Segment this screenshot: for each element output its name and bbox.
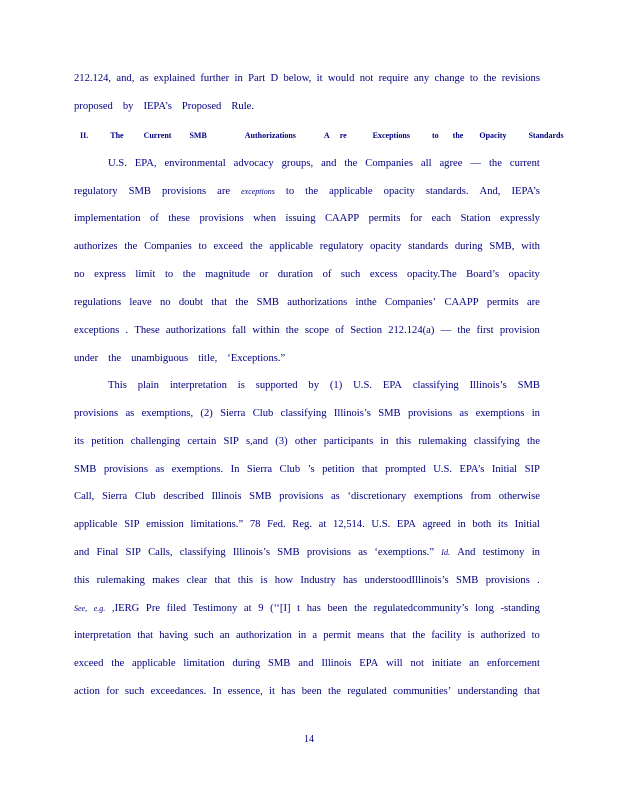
text-line: 212.124, and, as explained further in Part D below, it would not require any change to the revisions [74, 73, 540, 84]
text-line: exceptions . These authorizations fall within the scope of Section 212.124(a) — the first provision [74, 325, 540, 336]
text-line: regulatory SMB provisions are exceptions to the applicable opacity standards. And, IEPA’s [74, 186, 540, 197]
text-line: interpretation that having such an authorization in a permit means that the facility is authorized to [74, 630, 540, 641]
text-line: exceed the applicable limitation during SMB and Illinois EPA will not initiate an enforcement [74, 658, 540, 669]
text-line: See, e.g. ,IERG Pre filed Testimony at 9 (‘‘[I] t has been the regulatedcommunity’s long -standing [74, 603, 540, 614]
text-line: its petition challenging certain SIP s,and (3) other participants in this rulemaking classifying the [74, 436, 540, 447]
text-line: and Final SIP Calls, classifying Illinois’s SMB provisions as ‘exemptions.” Id. And testimony in [74, 547, 540, 558]
text-line: U.S. EPA, environmental advocacy groups, and the Companies all agree — the current [108, 158, 540, 169]
page-number: 14 [304, 734, 314, 745]
text-line: Call, Sierra Club described Illinois SMB provisions as ‘discretionary exemptions from otherwise [74, 491, 540, 502]
text-line: SMB provisions as exemptions. In Sierra Club ’s petition that prompted U.S. EPA’s Initial SIP [74, 464, 540, 475]
text-line: proposed by IEPA’s Proposed Rule. [74, 101, 255, 112]
text-line: This plain interpretation is supported by (1) U.S. EPA classifying Illinois’s SMB [108, 380, 540, 391]
text-line: applicable SIP emission limitations.” 78 Fed. Reg. at 12,514. U.S. EPA agreed in both its Initial [74, 519, 540, 530]
text-line: action for such exceedances. In essence, it has been the regulated communities’ understanding that [74, 686, 540, 697]
text-line: this rulemaking makes clear that this is how Industry has understoodIllinois’s SMB provisions . [74, 575, 540, 586]
section-heading-text: The Current SMB Authorizations A re Exceptions to the Opacity Standards [110, 131, 564, 140]
text-line: authorizes the Companies to exceed the applicable regulatory opacity standards during SMB, with [74, 241, 540, 252]
section-heading [80, 130, 564, 142]
text-line: under the unambiguous title, ‘Exceptions.” [74, 353, 286, 364]
text-line: no express limit to the magnitude or duration of such excess opacity.The Board’s opacity [74, 269, 540, 280]
section-heading-numeral: II. [80, 131, 89, 140]
text-line: provisions as exemptions, (2) Sierra Club classifying Illinois’s SMB provisions as exemptions in [74, 408, 540, 419]
text-line: regulations leave no doubt that the SMB authorizations inthe Companies’ CAAPP permits are [74, 297, 540, 308]
text-line: implementation of these provisions when issuing CAAPP permits for each Station expressly [74, 213, 540, 224]
